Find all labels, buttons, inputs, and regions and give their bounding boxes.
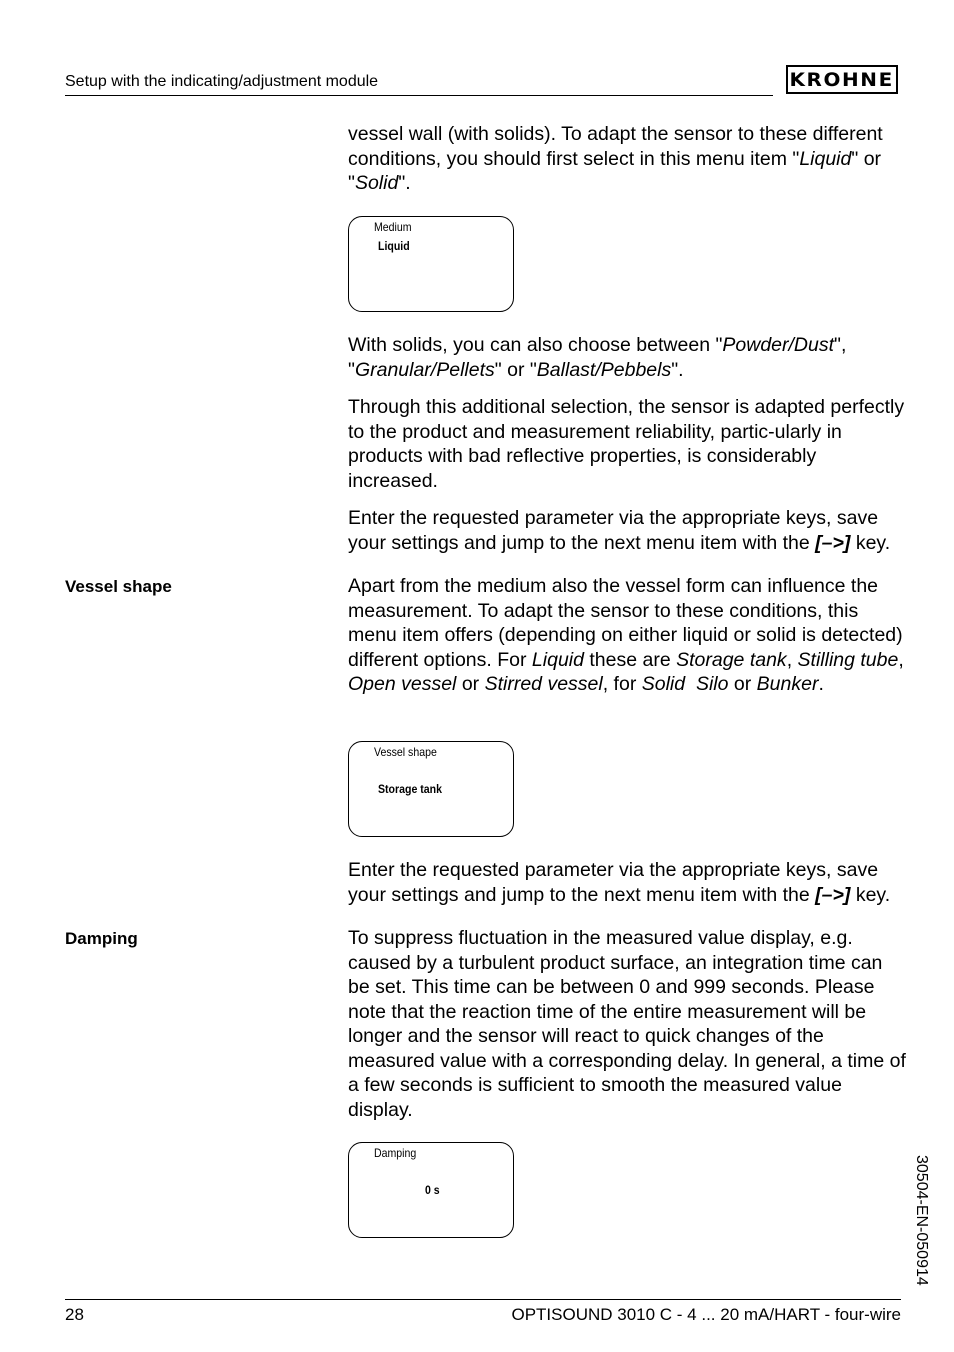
display-title: Medium [374, 220, 412, 234]
krohne-logo [786, 65, 898, 94]
side-label-damping: Damping [65, 929, 138, 948]
section-header: Setup with the indicating/adjustment module [65, 73, 379, 90]
paragraph-solids-options: With solids, you can also choose between "Powder/Dust", "Granular/Pellets" or "Ballast/Pebbels". [348, 334, 847, 381]
header-rule [65, 95, 773, 96]
paragraph-enter-parameter: Enter the requested parameter via the appropriate keys, save your settings and jump to the next menu item with the [–>] key. [348, 507, 891, 554]
display-damping [348, 1142, 514, 1238]
side-label-vessel-shape: Vessel shape [65, 577, 172, 596]
paragraph-enter-parameter-2: Enter the requested parameter via the appropriate keys, save your settings and jump to the next menu item with the [–>] key. [348, 859, 891, 906]
paragraph-damping: To suppress fluctuation in the measured value display, e.g. caused by a turbulent product surface, an integration time can be set. This time can be between 0 and 999 seconds. Please note that the reaction time of the entire measurement will be longer and the sensor will react to quick changes of the measured value with a corresponding delay. In general, a time of a few seconds is sufficient to smooth the measured value display. [348, 927, 906, 1121]
display-value: Liquid [378, 239, 410, 253]
page-number: 28 [65, 1305, 84, 1324]
display-medium [348, 216, 514, 312]
display-value: 0 s [425, 1183, 440, 1197]
paragraph-vessel-shape: Apart from the medium also the vessel form can influence the measurement. To adapt the sensor to these conditions, this menu item offers (depending on either liquid or solid is detected) different options. For Liquid these are Storage tank, Stilling tube, Open vessel or Stirred vessel, for Solid Silo or Bunker. [348, 575, 904, 695]
display-title: Damping [374, 1146, 417, 1160]
logo-text: KROHNE [789, 68, 895, 91]
paragraph-selection-benefit: Through this additional selection, the sensor is adapted perfectly to the product and measurement reliability, partic-ularly in products with bad reflective properties, is considerably increased. [348, 396, 905, 492]
display-vessel-shape [348, 741, 514, 837]
display-title: Vessel shape [374, 745, 437, 759]
document-id: 30504-EN-050914 [913, 1155, 930, 1286]
footer-rule [65, 1299, 901, 1300]
paragraph-medium-intro: vessel wall (with solids). To adapt the sensor to these different conditions, you should first select in this menu item "Liquid" or "Solid". [348, 123, 883, 194]
display-value: Storage tank [378, 782, 442, 796]
product-title: OPTISOUND 3010 C - 4 ... 20 mA/HART - four-wire [511, 1305, 901, 1324]
